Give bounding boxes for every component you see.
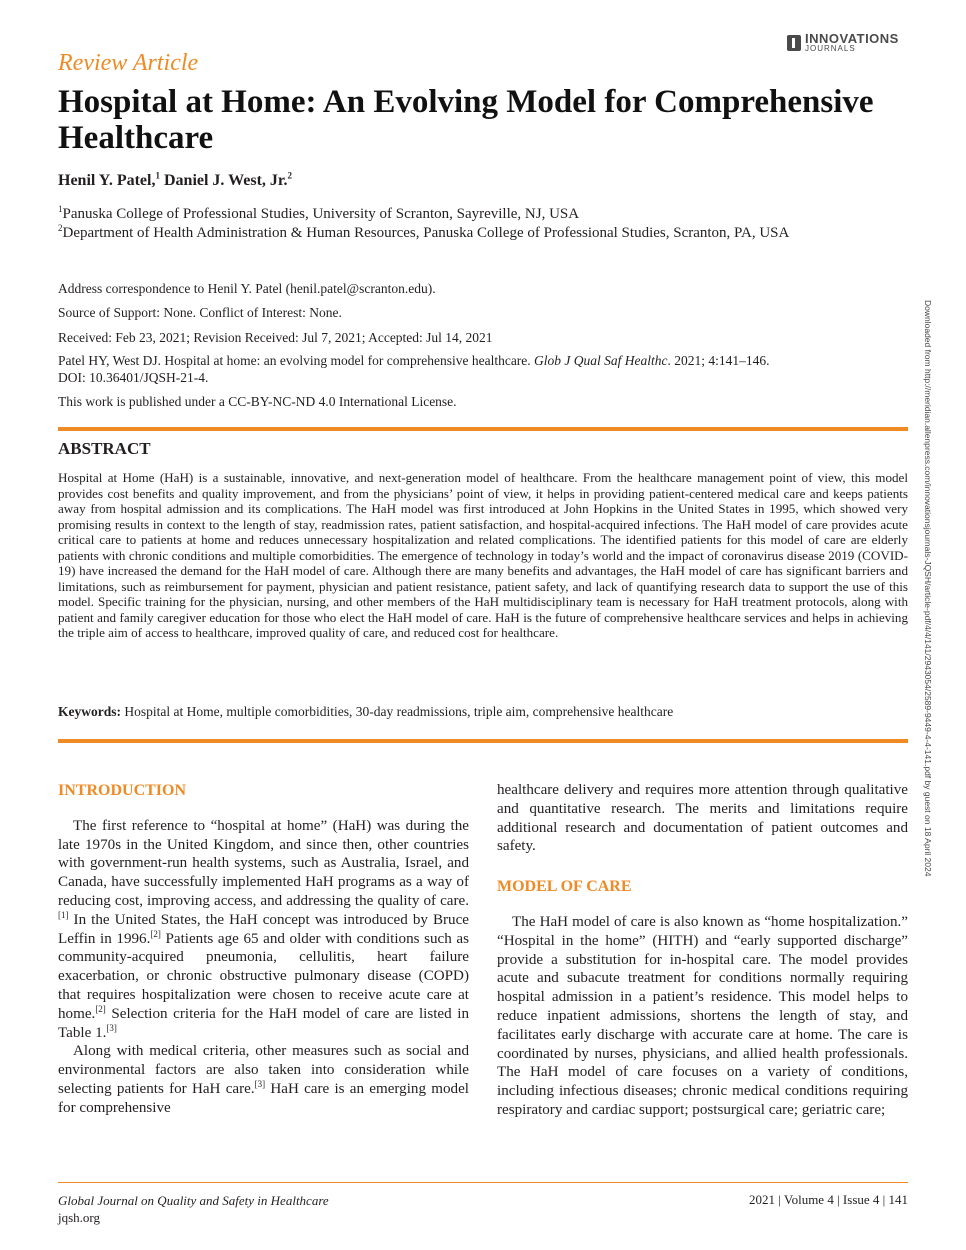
article-title: Hospital at Home: An Evolving Model for Comprehensive Healthcare — [58, 84, 874, 156]
license: This work is published under a CC-BY-NC-ND 4.0 International License. — [58, 394, 457, 409]
dates: Received: Feb 23, 2021; Revision Received: Jul 7, 2021; Accepted: Jul 14, 2021 — [58, 330, 493, 345]
abstract-body: Hospital at Home (HaH) is a sustainable, innovative, and next-generation model of healthcare. From the healthcare management point of view, this model provides cost benefits and quality improvement, and from the physicians’ point of view, it helps in providing patient-centered medical care and keeps patients away from hospital admission and its complications. The HaH model was first introduced at John Hopkins in the United States in 1995, which showed very promising results in context to the length of stay, readmission rates, patient satisfaction, and hospital-acquired infections. The HaH model of care provides acute critical care to patients at home and reduces unnecessary hospitalization and related complications. The identified patients for this model of care are elderly patients with chronic conditions and multiple comorbidities. The emergence of technology in today’s world and the impact of coronavirus disease 2019 (COVID-19) have increased the demand for the HaH model of care. Although there are many benefits and advantages, the HaH model of care has significant barriers and limitations, such as reimbursement for payment, physician and patient resistance, patient safety, and lack of quantifying research data to support the use of this model. Specific training for the physician, nursing, and other members of the HaH multidisciplinary team is necessary for HaH treatment protocols, along with patient and family caregiver education for those who elect the HaH model of care. HaH is the future of comprehensive healthcare services and helps in achieving the triple aim of access to healthcare, improved quality of care, and reduced cost for healthcare. — [58, 470, 908, 640]
intro-heading: INTRODUCTION — [58, 782, 187, 799]
correspondence: Address correspondence to Henil Y. Patel (henil.patel@scranton.edu). — [58, 281, 436, 296]
right-column — [497, 781, 908, 1120]
article-type: Review Article — [58, 50, 199, 76]
citation: Patel HY, West DJ. Hospital at home: an evolving model for comprehensive healthcare. Glob J Qual Saf Healthc. 2021; 4:141–146. DOI: 10.36401/JQSH-21-4. — [58, 353, 770, 385]
affiliation-2: $^2$Department of Health Administration & Human Resources, Panuska College of Professional Studies, Scranton, PA, USA — [58, 223, 790, 241]
model-paragraph-1: The HaH model of care is also known as “home hospitalization.” “Hospital in the home” (HITH) and “early supported discharge” provide a substitution for in-hospital care. The model provides acute and subacute treatment for conditions normally requiring hospital admission in a patient’s residence. This model helps to reduce inpatient admissions, shortens the length of stay, and facilitates early discharge with accurate care at home. The care is coordinated by nurses, physicians, and allied health professionals. The HaH model of care focuses on a variety of conditions, including infectious diseases; chronic medical conditions requiring respiratory and cardiac support; postsurgical care; geriatric care; — [497, 913, 908, 1118]
affiliations — [58, 205, 908, 243]
affiliation-1: $^1$Panuska College of Professional Studies, University of Scranton, Sayreville, NJ, USA — [58, 204, 580, 222]
intro-paragraph-2: Along with medical criteria, other measures such as social and environmental factors are also taken into consideration while selecting patients for HaH care.[3] HaH care is an emerging model for comprehensive — [58, 1043, 469, 1116]
citation-journal: Glob J Qual Saf Healthc — [534, 353, 668, 368]
intro-paragraph-1: The first reference to “hospital at home” (HaH) was during the late 1970s in the United Kingdom, and since then, other countries with government-run health systems, such as Australia, Israel, and Canada, have successfully implemented HaH programs as a way of reducing cost, improving access, and addressing the quality of care.[1] In the United States, the HaH concept was introduced by Bruce Leffin in 1996.[2] Patients age 65 and older with conditions such as community-acquired pneumonia, cellulitis, heart failure exacerbation, or chronic obstructive pulmonary disease (COPD) that requires hospitalization were chosen to receive acute care at home.[2] Selection criteria for the HaH model of care are listed in Table 1.[3] — [58, 817, 469, 1041]
footer-issue: 2021 | Volume 4 | Issue 4 | 141 — [749, 1192, 908, 1207]
publisher-logo-icon — [787, 35, 801, 51]
publisher-logo — [787, 32, 899, 53]
left-column — [58, 782, 469, 1118]
author-list: Henil Y. Patel,$^1$ Daniel J. West, Jr.$^2$ — [58, 170, 293, 189]
publisher-sub: JOURNALS — [805, 44, 856, 53]
footer-site: jqsh.org — [58, 1210, 101, 1225]
footer-journal — [58, 1192, 329, 1226]
keywords: Keywords: Hospital at Home, multiple comorbidities, 30-day readmissions, triple aim, comprehensive healthcare — [58, 704, 674, 719]
abstract-heading: ABSTRACT — [58, 439, 151, 458]
author-2: Daniel J. West, Jr. — [163, 172, 288, 189]
footer-rule — [58, 1182, 908, 1183]
author-1: Henil Y. Patel, — [58, 172, 156, 189]
abstract-top-rule — [58, 427, 908, 431]
publisher-name: INNOVATIONS — [805, 31, 899, 46]
abstract-bottom-rule — [58, 739, 908, 743]
intro-paragraph-2-continued: healthcare delivery and requires more attention through qualitative and quantitative research. The merits and limitations require additional research and documentation of patient outcomes and safety. — [497, 782, 908, 855]
download-notice: Downloaded from http://meridian.allenpress.com/innovationsjournals-JQSH/article-pdf/4/4/141/2943054/2589-9449-4-4-141.pdf by guest on 18 April 2024 — [923, 300, 933, 877]
doi: DOI: 10.36401/JQSH-21-4. — [58, 370, 209, 385]
support-statement: Source of Support: None. Conflict of Interest: None. — [58, 305, 342, 320]
footer-journal-name: Global Journal on Quality and Safety in Healthcare — [58, 1193, 329, 1208]
model-heading: MODEL OF CARE — [497, 878, 632, 896]
